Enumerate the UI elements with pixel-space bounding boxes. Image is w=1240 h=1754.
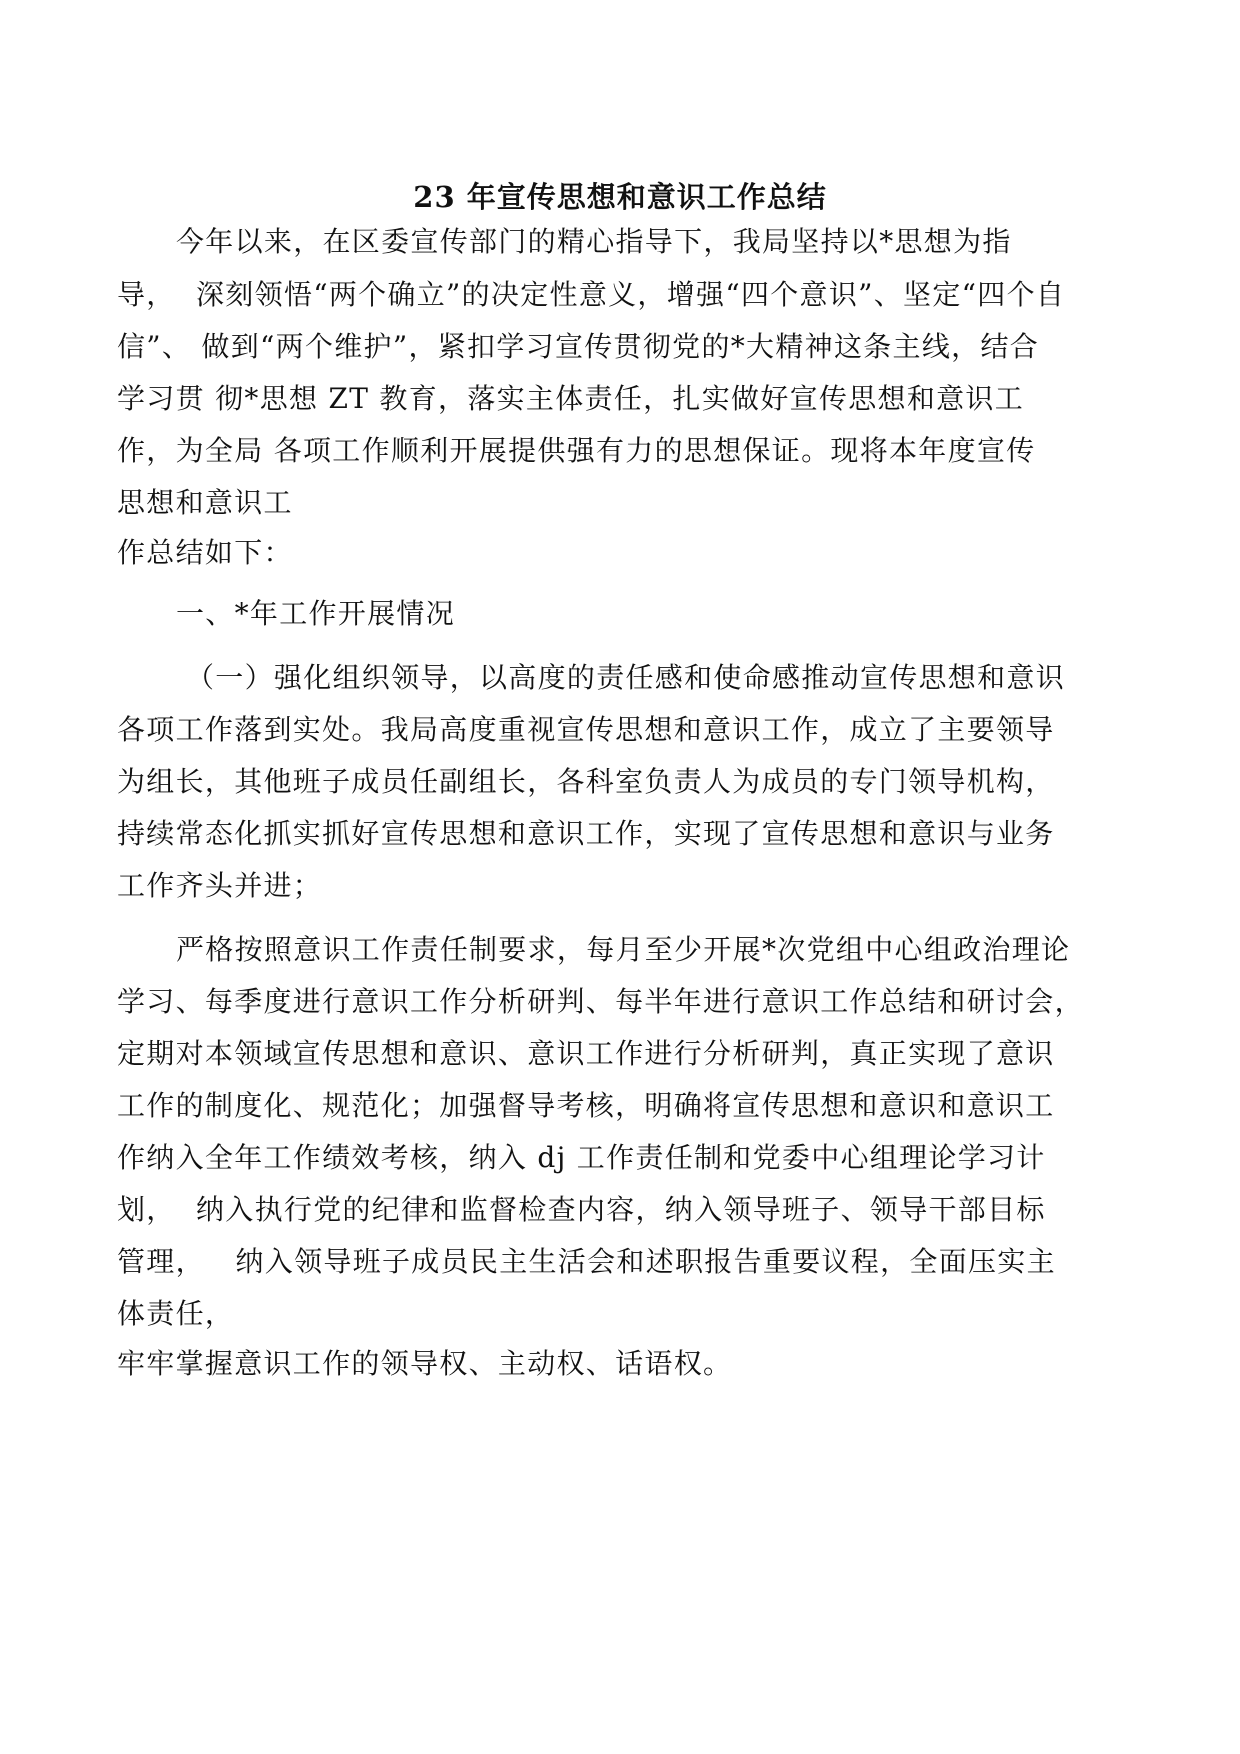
para1-line: 持续常态化抓实抓好宣传思想和意识工作，实现了宣传思想和意识与业务 (117, 817, 1055, 850)
para2-line: 作纳入全年工作绩效考核，纳入 dj 工作责任制和党委中心组理论学习计 (117, 1141, 1046, 1174)
section-heading: 一、*年工作开展情况 (176, 597, 456, 630)
intro-line: 思想和意识工 (117, 486, 293, 519)
para1-line: （一）强化组织领导，以高度的责任感和使命感推动宣传思想和意识 (186, 661, 1066, 694)
para2-line: 严格按照意识工作责任制要求，每月至少开展*次党组中心组政治理论 (176, 933, 1071, 966)
para2-line: 体责任， (117, 1297, 235, 1330)
para2-line: 工作的制度化、规范化；加强督导考核，明确将宣传思想和意识和意识工 (117, 1089, 1055, 1122)
para1-line: 各项工作落到实处。我局高度重视宣传思想和意识工作，成立了主要领导 (117, 713, 1055, 746)
intro-line: 学习贯 彻*思想 ZT 教育，落实主体责任，扎实做好宣传思想和意识工 (117, 382, 1025, 415)
intro-line: 导， 深刻领悟“两个确立”的决定性意义，增强“四个意识”、坚定“四个自 (117, 278, 1066, 311)
para2-line: 定期对本领域宣传思想和意识、意识工作进行分析研判，真正实现了意识 (117, 1037, 1055, 1070)
intro-line: 作，为全局 各项工作顺利开展提供强有力的思想保证。现将本年度宣传 (117, 434, 1036, 467)
intro-line: 信”、 做到“两个维护”，紧扣学习宣传贯彻党的*大精神这条主线，结合 (117, 330, 1040, 363)
para1-line: 为组长，其他班子成员任副组长，各科室负责人为成员的专门领导机构， (117, 765, 1055, 798)
para2-line: 牢牢掌握意识工作的领导权、主动权、话语权。 (117, 1347, 733, 1380)
para2-line: 管理， 纳入领导班子成员民主生活会和述职报告重要议程，全面压实主 (117, 1245, 1056, 1278)
intro-line: 作总结如下： (117, 536, 293, 569)
document-title: 23 年宣传思想和意识工作总结 (413, 180, 827, 214)
para2-line: 划， 纳入执行党的纪律和监督检查内容，纳入领导班子、领导干部目标 (117, 1193, 1046, 1226)
intro-line: 今年以来，在区委宣传部门的精心指导下，我局坚持以*思想为指 (176, 225, 1012, 258)
para2-line: 学习、每季度进行意识工作分析研判、每半年进行意识工作总结和研讨会， (117, 985, 1084, 1018)
para1-line: 工作齐头并进； (117, 869, 323, 902)
